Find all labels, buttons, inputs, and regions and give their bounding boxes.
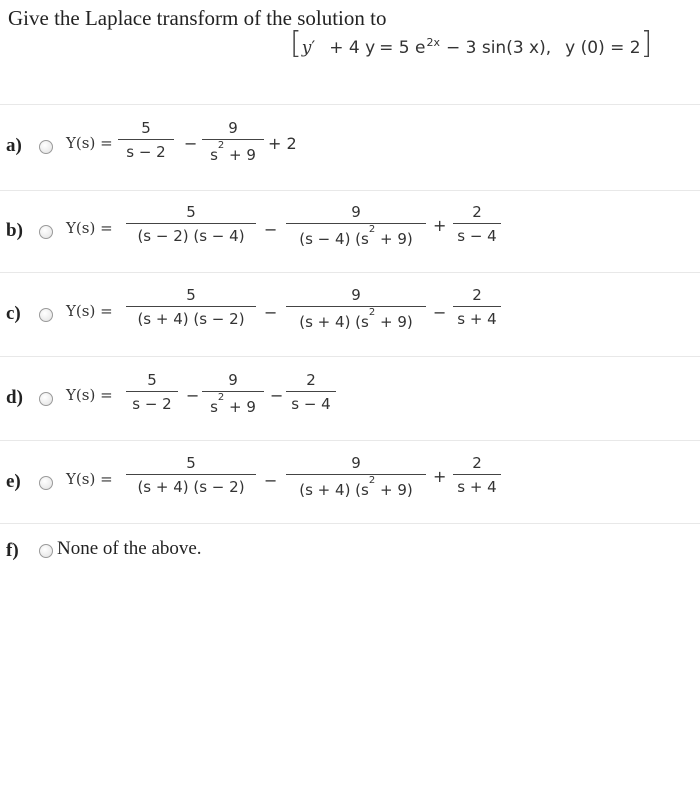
- operator: −: [264, 220, 278, 239]
- numerator: 9: [228, 119, 238, 137]
- denominator: $s^2 + 9$: [210, 392, 256, 416]
- numerator: 2: [472, 203, 482, 221]
- denominator: s − 2: [126, 143, 166, 161]
- fraction-term: [453, 285, 501, 329]
- numerator: 9: [351, 454, 361, 472]
- separator: [0, 272, 700, 273]
- numerator: 5: [186, 454, 196, 472]
- option-c: [6, 285, 696, 349]
- numerator: 5: [141, 119, 151, 137]
- separator: [0, 190, 700, 191]
- fraction-term: [286, 202, 426, 249]
- option-a: [6, 118, 696, 182]
- none-of-above-label: None of the above.: [57, 538, 202, 559]
- option-letter: b): [6, 220, 23, 241]
- fraction-term: [126, 202, 256, 246]
- numerator: 5: [186, 286, 196, 304]
- fraction-term: [202, 118, 264, 165]
- option-lhs: Y(s) =: [66, 470, 113, 488]
- option-b: [6, 202, 696, 266]
- separator: [0, 440, 700, 441]
- numerator: 9: [351, 286, 361, 304]
- option-letter: e): [6, 471, 21, 492]
- right-bracket: ]: [640, 26, 653, 61]
- option-e-radio[interactable]: [39, 476, 53, 490]
- left-bracket: [: [290, 26, 302, 61]
- operator: +: [433, 467, 447, 486]
- denominator: s − 2: [132, 395, 172, 413]
- denominator: s + 4: [457, 310, 497, 328]
- numerator: 5: [147, 371, 157, 389]
- operator: −: [184, 134, 198, 153]
- operator: −: [433, 303, 447, 322]
- denominator: (s + 4) (s − 2): [137, 478, 245, 496]
- ode-equals: = 5 e: [379, 38, 426, 58]
- option-letter: a): [6, 135, 22, 156]
- fraction-term: [202, 370, 264, 417]
- denominator: (s + 4) (s − 2): [137, 310, 245, 328]
- numerator: 2: [472, 286, 482, 304]
- ode-rest: − 3 sin(3 x),: [445, 38, 552, 58]
- option-e: [6, 453, 696, 517]
- denominator: s − 4: [291, 395, 331, 413]
- numerator: 9: [351, 203, 361, 221]
- option-b-radio[interactable]: [39, 225, 53, 239]
- option-f: [6, 538, 696, 568]
- operator: −: [186, 386, 200, 405]
- option-d-radio[interactable]: [39, 392, 53, 406]
- separator: [0, 523, 700, 524]
- denominator: s + 4: [457, 478, 497, 496]
- fraction-term: [126, 370, 178, 414]
- option-letter: f): [6, 540, 19, 561]
- option-letter: c): [6, 303, 21, 324]
- ode-initial-condition: y (0) = 2: [565, 38, 641, 58]
- denominator: (s − 2) (s − 4): [137, 227, 245, 245]
- fraction-term: [286, 285, 426, 332]
- option-lhs: Y(s) =: [66, 134, 113, 152]
- denominator: $s^2 + 9$: [210, 140, 256, 164]
- ode-equation: [290, 26, 653, 61]
- fraction-term: [286, 370, 336, 414]
- option-f-radio[interactable]: [39, 544, 53, 558]
- numerator: 2: [472, 454, 482, 472]
- fraction-term: [453, 453, 501, 497]
- denominator: s − 4: [457, 227, 497, 245]
- option-letter: d): [6, 387, 23, 408]
- option-a-radio[interactable]: [39, 140, 53, 154]
- operator: −: [270, 386, 284, 405]
- numerator: 9: [228, 371, 238, 389]
- operator: +: [433, 216, 447, 235]
- ode-y: y: [301, 38, 312, 58]
- numerator: 5: [186, 203, 196, 221]
- option-lhs: Y(s) =: [66, 219, 113, 237]
- operator: −: [264, 303, 278, 322]
- fraction-term: [118, 118, 174, 162]
- denominator: (s + 4) $(s^2 + 9)$: [299, 307, 413, 331]
- ode-prime: ′: [311, 38, 316, 58]
- denominator: (s − 4) $(s^2 + 9)$: [299, 224, 413, 248]
- operator: + 2: [268, 134, 297, 153]
- option-c-radio[interactable]: [39, 308, 53, 322]
- option-d: [6, 370, 696, 434]
- question-text: Give the Laplace transform of the solution to: [8, 6, 387, 30]
- fraction-term: [126, 285, 256, 329]
- fraction-term: [453, 202, 501, 246]
- option-lhs: Y(s) =: [66, 386, 113, 404]
- denominator: (s + 4) $(s^2 + 9)$: [299, 475, 413, 499]
- ode-plus-4y: + 4 y: [329, 38, 376, 58]
- fraction-term: [286, 453, 426, 500]
- separator: [0, 104, 700, 105]
- option-lhs: Y(s) =: [66, 302, 113, 320]
- operator: −: [264, 471, 278, 490]
- fraction-term: [126, 453, 256, 497]
- separator: [0, 356, 700, 357]
- ode-exponent: 2x: [426, 36, 440, 49]
- numerator: 2: [306, 371, 316, 389]
